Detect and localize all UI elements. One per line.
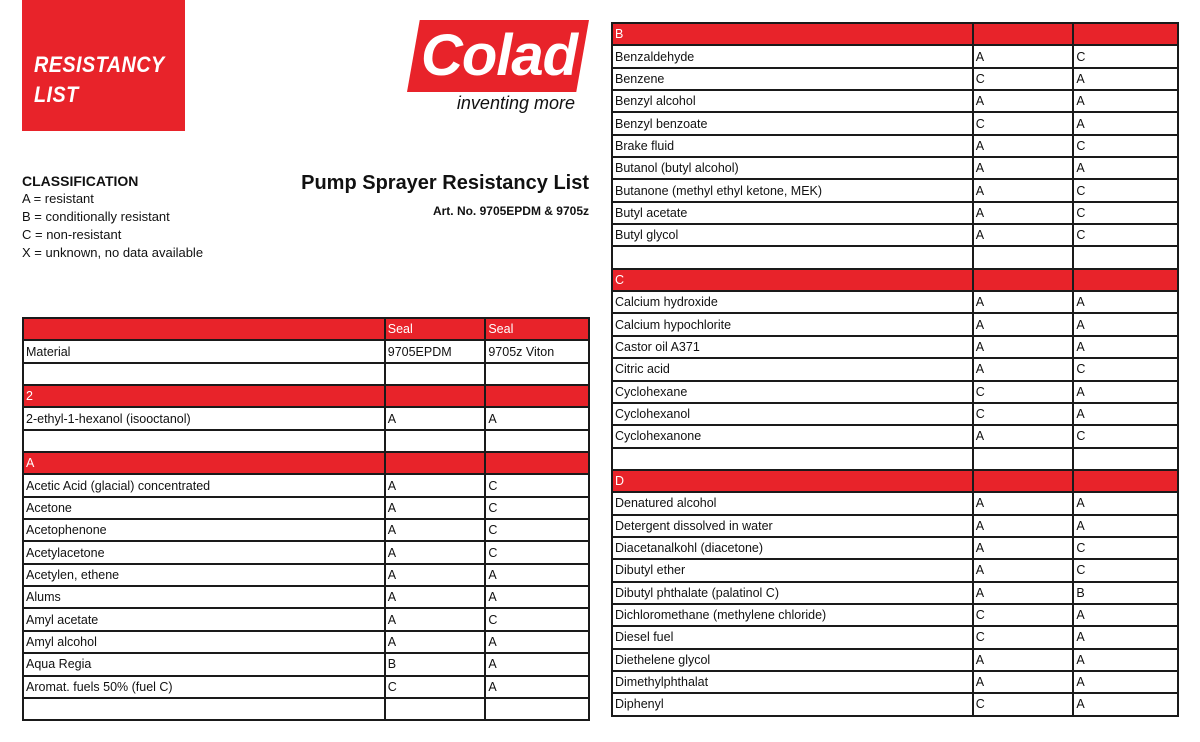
material-cell: Dibutyl phthalate (palatinol C) [612,582,973,604]
viton-seal-cell: A [485,407,589,429]
section-header-row [23,318,589,340]
table-row [612,313,1178,335]
viton-seal-cell: A [485,586,589,608]
section-header-row [612,470,1178,492]
epdm-seal-cell: B [385,653,486,675]
epdm-seal-cell: A [385,586,486,608]
section-header-row [612,23,1178,45]
material-cell: Cyclohexane [612,381,973,403]
table-row [612,90,1178,112]
table-row [23,340,589,362]
viton-seal-cell: A [485,631,589,653]
table-row [23,541,589,563]
viton-seal-cell: C [1073,202,1178,224]
classification-legend [22,172,203,262]
viton-seal-cell: C [1073,425,1178,447]
epdm-seal-cell: 9705EPDM [385,340,486,362]
epdm-seal-cell: A [385,631,486,653]
epdm-seal-cell [973,23,1074,45]
table-row [612,358,1178,380]
viton-seal-cell: C [1073,45,1178,67]
epdm-seal-cell: A [973,537,1074,559]
table-row [612,336,1178,358]
epdm-seal-cell: A [973,336,1074,358]
viton-seal-cell: C [485,541,589,563]
table-row [612,693,1178,715]
table-row [23,407,589,429]
table-row [612,246,1178,268]
material-cell: C [612,269,973,291]
viton-seal-cell [1073,470,1178,492]
section-header-row [23,385,589,407]
table-row [612,626,1178,648]
epdm-seal-cell: A [973,358,1074,380]
epdm-seal-cell [385,430,486,452]
table-row [23,653,589,675]
table-row [612,492,1178,514]
epdm-seal-cell: A [973,45,1074,67]
table-row [23,631,589,653]
material-cell [23,363,385,385]
epdm-seal-cell: A [973,492,1074,514]
viton-seal-cell [485,698,589,720]
colad-logo [407,20,589,115]
epdm-seal-cell: A [385,474,486,496]
classification-item: B = conditionally resistant [22,209,170,224]
material-cell: Cyclohexanol [612,403,973,425]
material-cell [23,698,385,720]
viton-seal-cell: A [1073,626,1178,648]
material-cell [612,246,973,268]
material-cell: Calcium hypochlorite [612,313,973,335]
viton-seal-cell [485,363,589,385]
material-cell: Diacetanalkohl (diacetone) [612,537,973,559]
epdm-seal-cell [973,246,1074,268]
material-cell: Dimethylphthalat [612,671,973,693]
material-cell: Dichloromethane (methylene chloride) [612,604,973,626]
viton-seal-cell: A [1073,671,1178,693]
table-row [23,564,589,586]
material-cell [612,448,973,470]
material-cell: Butanol (butyl alcohol) [612,157,973,179]
viton-seal-cell: A [1073,604,1178,626]
table-row [612,403,1178,425]
material-cell: A [23,452,385,474]
viton-seal-cell: C [485,474,589,496]
badge-title [34,50,165,110]
epdm-seal-cell: A [973,179,1074,201]
epdm-seal-cell: A [973,313,1074,335]
material-cell: Benzyl alcohol [612,90,973,112]
classification-item: A = resistant [22,191,94,206]
table-row [612,135,1178,157]
viton-seal-cell [485,452,589,474]
epdm-seal-cell: A [385,497,486,519]
table-row [612,68,1178,90]
table-row [612,291,1178,313]
badge-line-2: LIST [34,82,79,107]
table-row [23,676,589,698]
logo-wordmark: Colad [420,23,578,88]
material-cell: Acetone [23,497,385,519]
viton-seal-cell: C [1073,135,1178,157]
epdm-seal-cell: A [973,559,1074,581]
viton-seal-cell: C [1073,224,1178,246]
section-header-row [612,269,1178,291]
epdm-seal-cell [385,363,486,385]
viton-seal-cell: 9705z Viton [485,340,589,362]
viton-seal-cell: C [1073,358,1178,380]
table-row [612,179,1178,201]
resistancy-table-right [611,22,1179,717]
material-cell: D [612,470,973,492]
epdm-seal-cell [385,385,486,407]
material-cell: Acetic Acid (glacial) concentrated [23,474,385,496]
epdm-seal-cell: C [973,604,1074,626]
viton-seal-cell: B [1073,582,1178,604]
table-row [23,363,589,385]
material-cell: Diesel fuel [612,626,973,648]
viton-seal-cell: A [1073,157,1178,179]
epdm-seal-cell: A [973,425,1074,447]
material-cell: Amyl alcohol [23,631,385,653]
material-cell: Benzaldehyde [612,45,973,67]
resistancy-table-left [22,317,590,721]
table-row [612,448,1178,470]
epdm-seal-cell: A [385,541,486,563]
material-cell: Butyl acetate [612,202,973,224]
table-row [612,112,1178,134]
table-row [23,519,589,541]
material-cell: 2-ethyl-1-hexanol (isooctanol) [23,407,385,429]
table-row [612,202,1178,224]
epdm-seal-cell [385,698,486,720]
material-cell: Acetylacetone [23,541,385,563]
material-cell: Brake fluid [612,135,973,157]
viton-seal-cell: Seal [485,318,589,340]
table-row [23,698,589,720]
material-cell: Dibutyl ether [612,559,973,581]
table-row [612,649,1178,671]
viton-seal-cell: A [485,676,589,698]
table-row [612,604,1178,626]
viton-seal-cell: A [485,653,589,675]
viton-seal-cell [1073,246,1178,268]
epdm-seal-cell: C [973,693,1074,715]
epdm-seal-cell: A [973,649,1074,671]
epdm-seal-cell: A [973,90,1074,112]
epdm-seal-cell [385,452,486,474]
viton-seal-cell: C [485,497,589,519]
viton-seal-cell: C [485,608,589,630]
epdm-seal-cell: A [973,515,1074,537]
classification-item: C = non-resistant [22,227,122,242]
viton-seal-cell [1073,23,1178,45]
viton-seal-cell: A [1073,492,1178,514]
material-cell: Castor oil A371 [612,336,973,358]
logo-tagline: inventing more [456,93,575,113]
epdm-seal-cell [973,269,1074,291]
epdm-seal-cell: A [973,224,1074,246]
table-row [612,515,1178,537]
article-number: Art. No. 9705EPDM & 9705z [432,204,589,218]
table-row [23,608,589,630]
table-row [612,559,1178,581]
epdm-seal-cell: A [973,135,1074,157]
classification-heading: CLASSIFICATION [22,173,139,189]
viton-seal-cell: C [1073,559,1178,581]
table-row [612,425,1178,447]
epdm-seal-cell: A [973,671,1074,693]
epdm-seal-cell: C [973,112,1074,134]
material-cell [23,430,385,452]
epdm-seal-cell: C [385,676,486,698]
epdm-seal-cell: C [973,626,1074,648]
viton-seal-cell: A [1073,381,1178,403]
viton-seal-cell: C [1073,179,1178,201]
table-row [612,582,1178,604]
table-row [612,671,1178,693]
epdm-seal-cell: A [973,202,1074,224]
epdm-seal-cell: C [973,68,1074,90]
viton-seal-cell [1073,269,1178,291]
viton-seal-cell: A [1073,68,1178,90]
viton-seal-cell [1073,448,1178,470]
material-cell: Aromat. fuels 50% (fuel C) [23,676,385,698]
epdm-seal-cell: A [385,519,486,541]
viton-seal-cell: A [485,564,589,586]
section-header-row [23,452,589,474]
material-cell: Detergent dissolved in water [612,515,973,537]
material-cell: Acetophenone [23,519,385,541]
material-cell: Alums [23,586,385,608]
table-row [612,45,1178,67]
table-row [612,224,1178,246]
material-cell: B [612,23,973,45]
material-cell [23,318,385,340]
viton-seal-cell: A [1073,313,1178,335]
material-cell: Calcium hydroxide [612,291,973,313]
material-cell: Amyl acetate [23,608,385,630]
viton-seal-cell: A [1073,649,1178,671]
viton-seal-cell: A [1073,291,1178,313]
badge-line-1: RESISTANCY [34,52,165,77]
material-cell: Acetylen, ethene [23,564,385,586]
epdm-seal-cell: A [973,582,1074,604]
epdm-seal-cell [973,470,1074,492]
epdm-seal-cell: A [385,407,486,429]
table-row [23,430,589,452]
viton-seal-cell: A [1073,515,1178,537]
viton-seal-cell: A [1073,112,1178,134]
table-row [23,497,589,519]
material-cell: Material [23,340,385,362]
table-row [612,157,1178,179]
material-cell: Citric acid [612,358,973,380]
epdm-seal-cell: A [385,564,486,586]
epdm-seal-cell: C [973,381,1074,403]
viton-seal-cell: A [1073,693,1178,715]
table-row [23,474,589,496]
viton-seal-cell: A [1073,90,1178,112]
table-row [23,586,589,608]
epdm-seal-cell: A [973,291,1074,313]
material-cell: Butanone (methyl ethyl ketone, MEK) [612,179,973,201]
resistancy-list-badge [22,0,185,131]
viton-seal-cell: A [1073,403,1178,425]
material-cell: Diphenyl [612,693,973,715]
viton-seal-cell: C [485,519,589,541]
classification-item: X = unknown, no data available [22,245,204,260]
epdm-seal-cell: A [973,157,1074,179]
material-cell: Cyclohexanone [612,425,973,447]
table-row [612,537,1178,559]
material-cell: Benzyl benzoate [612,112,973,134]
epdm-seal-cell: Seal [385,318,486,340]
material-cell: Aqua Regia [23,653,385,675]
viton-seal-cell: A [1073,336,1178,358]
material-cell: Denatured alcohol [612,492,973,514]
material-cell: 2 [23,385,385,407]
material-cell: Diethelene glycol [612,649,973,671]
epdm-seal-cell [973,448,1074,470]
material-cell: Butyl glycol [612,224,973,246]
epdm-seal-cell: A [385,608,486,630]
viton-seal-cell: C [1073,537,1178,559]
table-row [612,381,1178,403]
epdm-seal-cell: C [973,403,1074,425]
viton-seal-cell [485,385,589,407]
viton-seal-cell [485,430,589,452]
material-cell: Benzene [612,68,973,90]
document-title: Pump Sprayer Resistancy List [301,172,589,194]
